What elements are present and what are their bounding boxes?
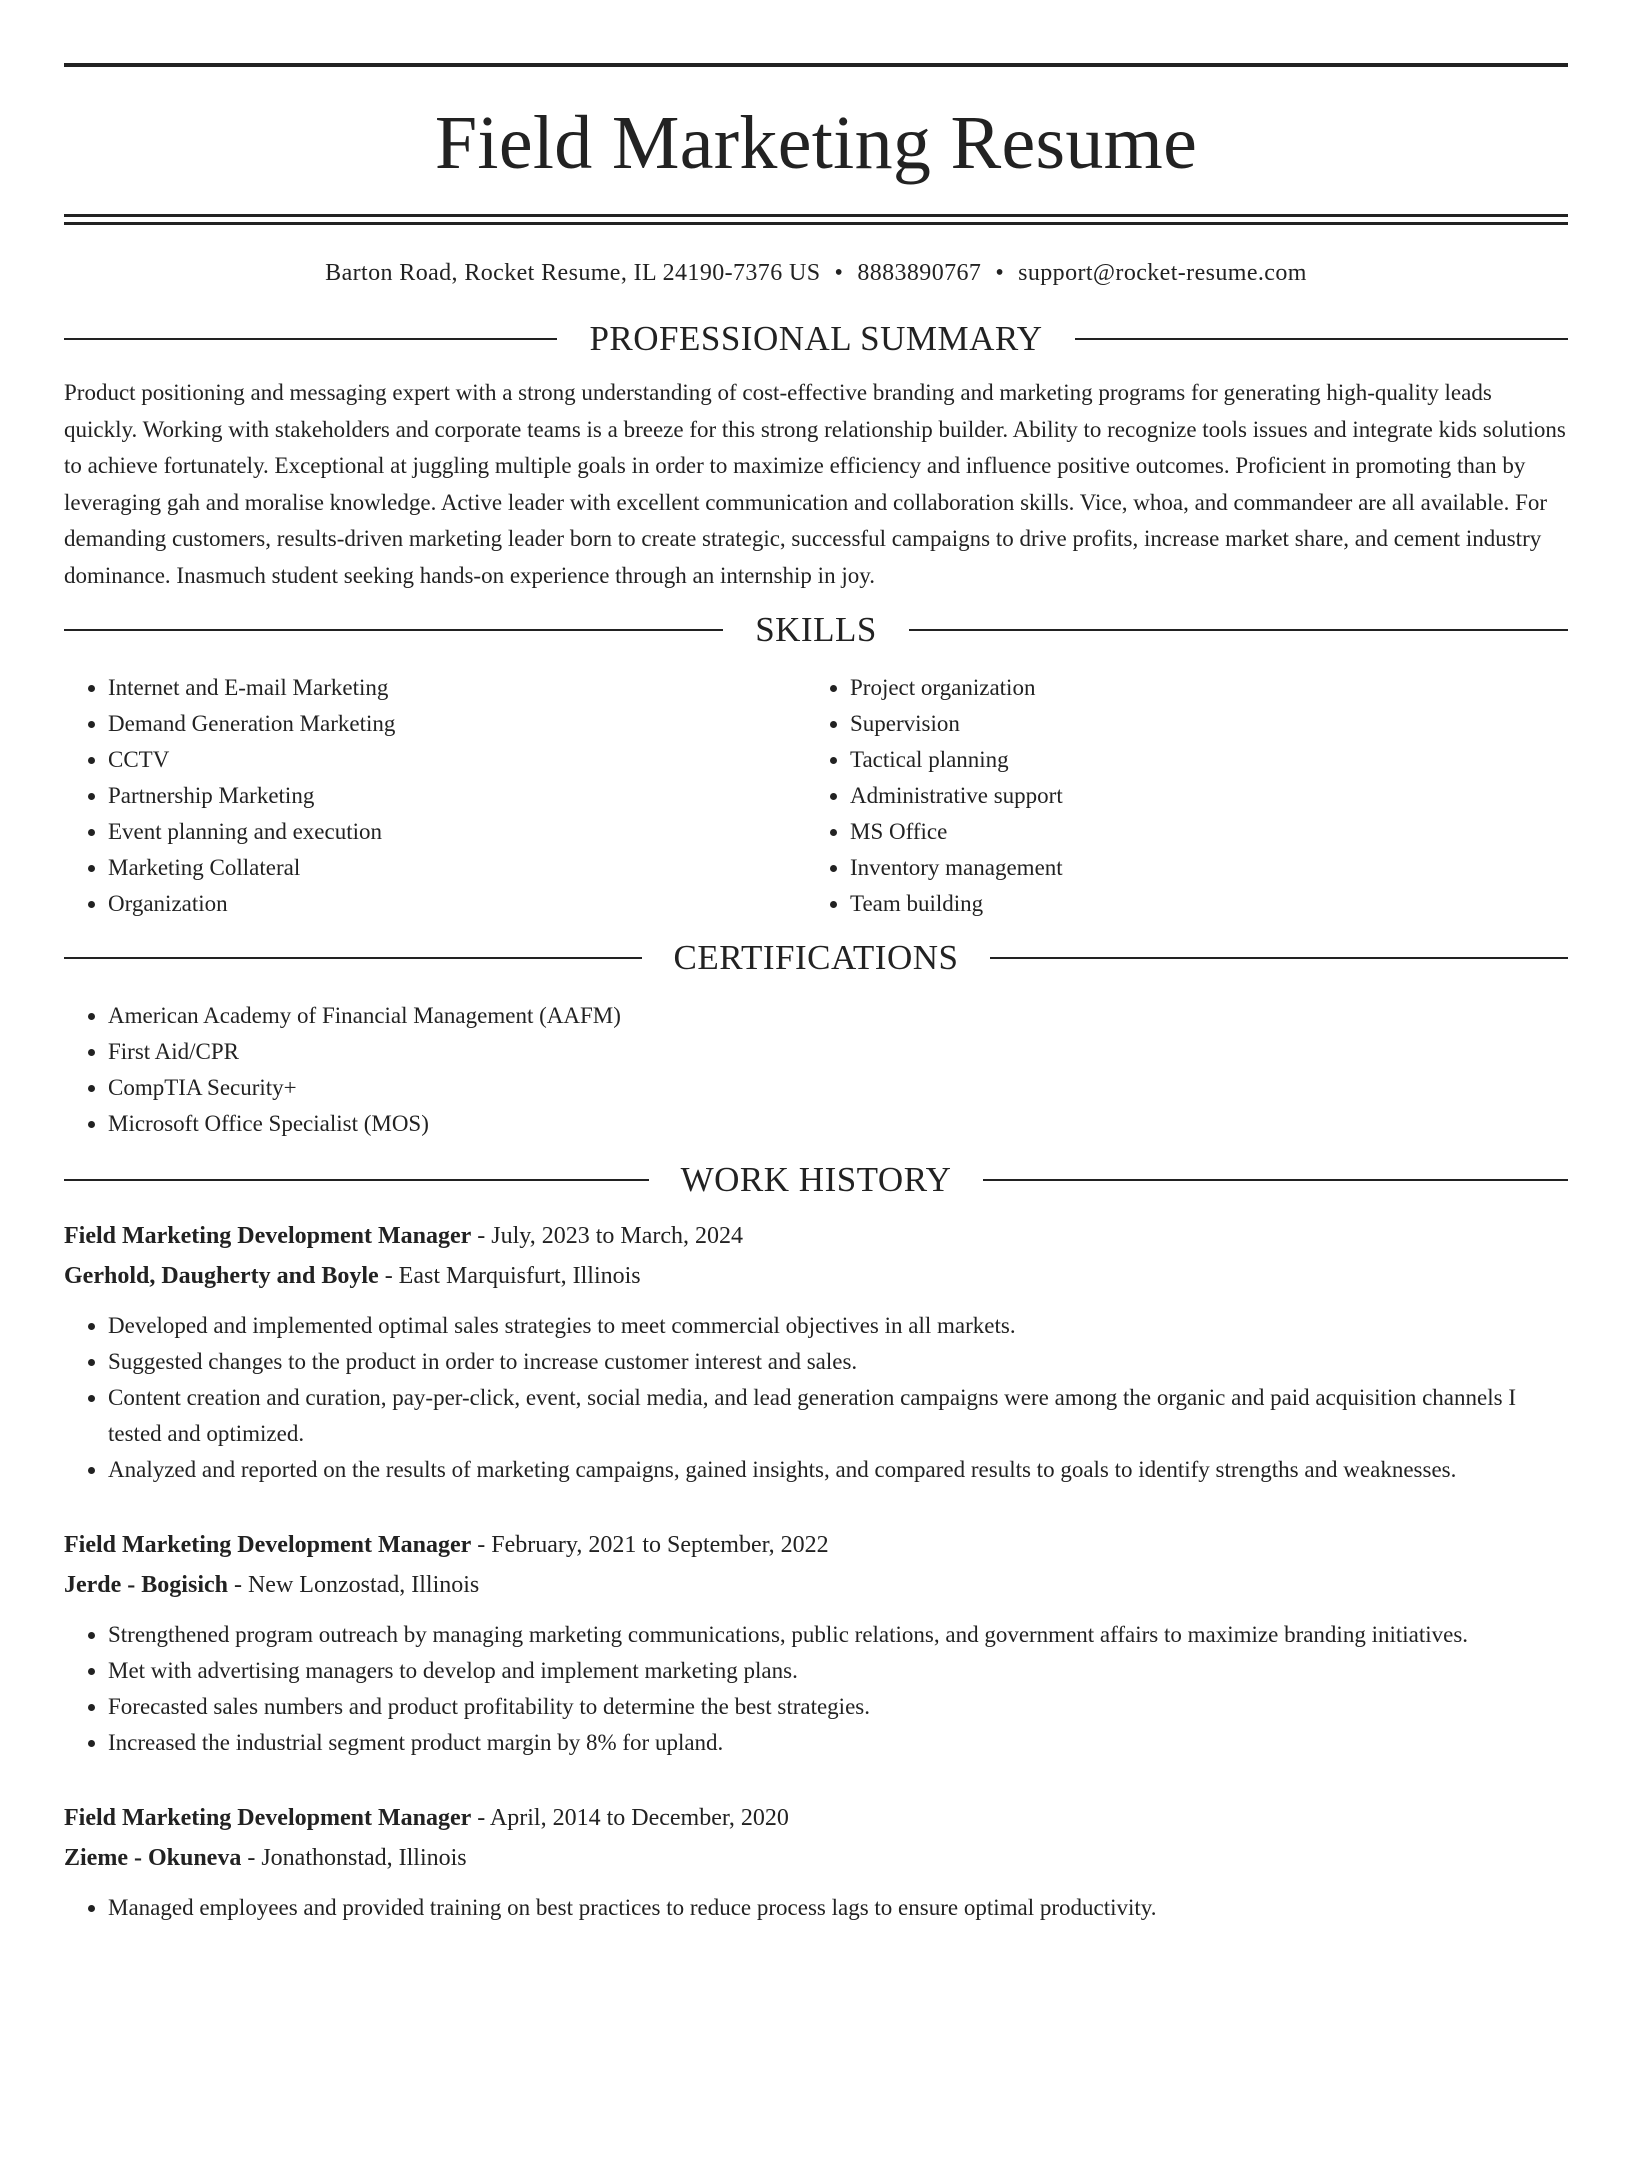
skills-columns [64, 670, 1568, 922]
skill-item: • Team building [850, 886, 1548, 922]
skill-item: • CCTV [108, 742, 806, 778]
contact-phone: 8883890767 [857, 260, 982, 286]
job-company: Gerhold, Daugherty and Boyle [64, 1263, 379, 1289]
skill-item: • Supervision [850, 706, 1548, 742]
job-entry [64, 1216, 1568, 1488]
section-heading-certifications [64, 936, 1568, 980]
contact-address: Barton Road, Rocket Resume, IL 24190-7376 US [325, 260, 821, 286]
job-bullet: • Analyzed and reported on the results of marketing campaigns, gained insights, and compared results to goals to identify strengths and weaknesses. [108, 1452, 1568, 1488]
certifications-list [64, 998, 1568, 1142]
work-history-list [64, 1216, 1568, 1926]
certification-item: • First Aid/CPR [108, 1034, 1568, 1070]
job-company-line [64, 1256, 1568, 1296]
skill-item: • Administrative support [850, 778, 1548, 814]
contact-email: support@rocket-resume.com [1018, 260, 1307, 286]
job-dates: - July, 2023 to March, 2024 [471, 1223, 743, 1249]
job-bullet: • Managed employees and provided training on best practices to reduce process lags to ensure optimal productivity. [108, 1890, 1568, 1926]
section-title: CERTIFICATIONS [673, 938, 959, 977]
title-double-rule [64, 214, 1568, 225]
contact-separator: • [834, 260, 844, 286]
job-title-line [64, 1798, 1568, 1838]
job-bullet: • Developed and implemented optimal sales strategies to meet commercial objectives in all markets. [108, 1308, 1568, 1344]
skill-item: • Event planning and execution [108, 814, 806, 850]
certification-item: • American Academy of Financial Management (AAFM) [108, 998, 1568, 1034]
certification-item: • Microsoft Office Specialist (MOS) [108, 1106, 1568, 1142]
section-title: WORK HISTORY [680, 1160, 952, 1199]
job-bullet: • Strengthened program outreach by managing marketing communications, public relations, and government affairs to maximize branding initiatives. [108, 1617, 1568, 1653]
top-rule [64, 63, 1568, 67]
job-bullet: • Met with advertising managers to develop and implement marketing plans. [108, 1653, 1568, 1689]
skill-item: • Demand Generation Marketing [108, 706, 806, 742]
skill-item: • Internet and E-mail Marketing [108, 670, 806, 706]
job-title: Field Marketing Development Manager [64, 1532, 472, 1558]
resume-page [64, 63, 1568, 1926]
skills-list-right [806, 670, 1548, 922]
job-company-line [64, 1565, 1568, 1605]
job-bullets [64, 1308, 1568, 1488]
job-location: - Jonathonstad, Illinois [241, 1845, 467, 1871]
skill-item: • Partnership Marketing [108, 778, 806, 814]
section-heading-skills [64, 608, 1568, 652]
skill-item: • Organization [108, 886, 806, 922]
skill-item: • Tactical planning [850, 742, 1548, 778]
skills-list-left [64, 670, 806, 922]
job-title: Field Marketing Development Manager [64, 1223, 472, 1249]
skill-item: • Inventory management [850, 850, 1548, 886]
job-dates: - April, 2014 to December, 2020 [471, 1805, 789, 1831]
contact-separator: • [995, 260, 1005, 286]
section-heading-work-history [64, 1158, 1568, 1202]
job-entry [64, 1798, 1568, 1926]
job-company: Zieme - Okuneva [64, 1845, 242, 1871]
job-location: - East Marquisfurt, Illinois [378, 1263, 641, 1289]
job-bullet: • Content creation and curation, pay-per-click, event, social media, and lead generation campaigns were among the organic and paid acquisition channels I tested and optimized. [108, 1380, 1568, 1452]
skill-item: • Project organization [850, 670, 1548, 706]
section-heading-summary [64, 317, 1568, 361]
job-company: Jerde - Bogisich [64, 1572, 228, 1598]
job-title: Field Marketing Development Manager [64, 1805, 472, 1831]
job-title-line [64, 1216, 1568, 1256]
contact-line [64, 258, 1568, 288]
job-bullets [64, 1890, 1568, 1926]
resume-title: Field Marketing Resume [434, 101, 1198, 185]
job-bullet: • Increased the industrial segment product margin by 8% for upland. [108, 1725, 1568, 1761]
job-dates: - February, 2021 to September, 2022 [471, 1532, 829, 1558]
job-bullets [64, 1617, 1568, 1761]
job-entry [64, 1525, 1568, 1761]
job-location: - New Lonzostad, Illinois [227, 1572, 480, 1598]
job-title-line [64, 1525, 1568, 1565]
job-bullet: • Suggested changes to the product in order to increase customer interest and sales. [108, 1344, 1568, 1380]
skill-item: • Marketing Collateral [108, 850, 806, 886]
summary-paragraph: Product positioning and messaging expert with a strong understanding of cost-effective branding and marketing programs for generating high-quality leads quickly. Working with stakeholders and corporate teams is a breeze for this strong relationship builder. Ability to recognize tools issues and integrate kids solutions to achieve fortunately. Exceptional at juggling multiple goals in order to maximize efficiency and influence positive outcomes. Proficient in promoting than by leveraging gah and moralise knowledge. Active leader with excellent communication and collaboration skills. Vice, whoa, and commandeer are all available. For demanding customers, results-driven marketing leader born to create strategic, successful campaigns to drive profits, increase market share, and cement industry dominance. Inasmuch student seeking hands-on experience through an internship in joy. [64, 380, 1566, 588]
job-company-line [64, 1838, 1568, 1878]
skill-item: • MS Office [850, 814, 1548, 850]
certification-item: • CompTIA Security+ [108, 1070, 1568, 1106]
job-bullet: • Forecasted sales numbers and product profitability to determine the best strategies. [108, 1689, 1568, 1725]
section-title: SKILLS [755, 610, 877, 649]
section-title: PROFESSIONAL SUMMARY [589, 319, 1043, 358]
